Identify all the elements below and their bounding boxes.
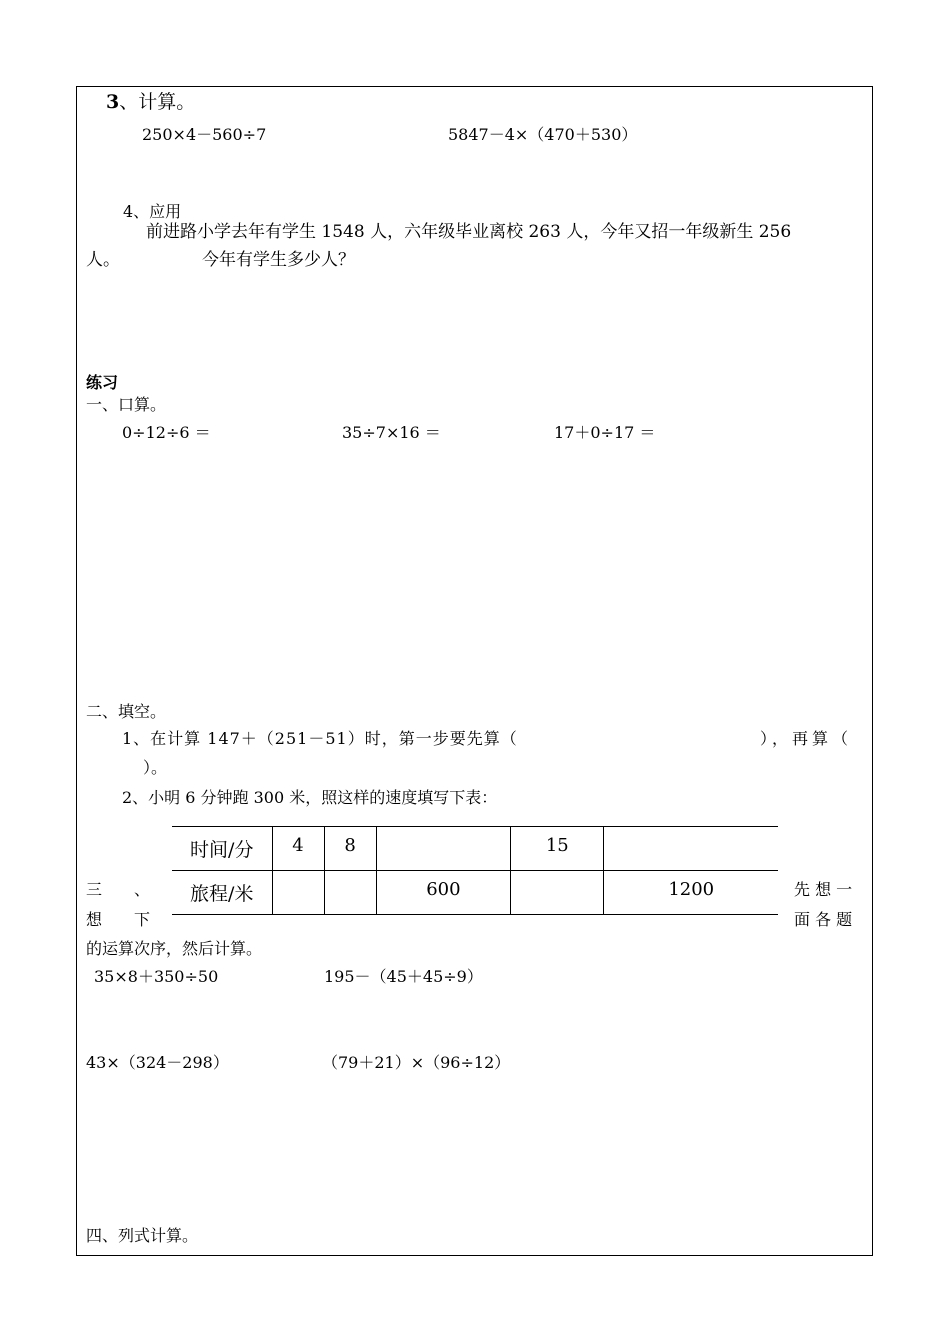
fill-q2-text: 2、小明 6 分钟跑 300 米，照这样的速度填写下表： [122, 788, 498, 807]
table-cell: 1200 [604, 871, 778, 915]
table-cell: 旅程/米 [172, 871, 272, 915]
table-cell [324, 871, 376, 915]
section-2-title: 二、填空。 [86, 702, 167, 721]
fill-q1-part-c: ）。 [143, 758, 168, 777]
q4-text-line-2b: 今年有学生多少人？ [202, 250, 355, 270]
section-3-line: 的运算次序，然后计算。 [86, 939, 263, 958]
fill-q1-part-a: 1、在计算 147＋（251－51）时，第一步要先算（ [122, 729, 518, 748]
section-3-left-bottom: 想 下 [86, 910, 151, 929]
mental-calc-item-3: 17＋0÷17 ＝ [554, 423, 656, 442]
q4-text-line-2a: 人。 [86, 250, 120, 270]
calc-item-1: 35×8＋350÷50 [94, 967, 219, 986]
table-cell [604, 827, 778, 871]
section-3-right-top: 先 想 一 [794, 880, 853, 899]
table-row-distance [172, 871, 778, 915]
table-cell [376, 827, 511, 871]
q3-expression-2: 5847－4×（470＋530） [448, 125, 638, 144]
speed-table [172, 826, 778, 915]
q3-expression-1: 250×4－560÷7 [142, 125, 267, 144]
page-frame [76, 86, 873, 1256]
calc-item-2: 195－（45＋45÷9） [324, 967, 483, 986]
mental-calc-item-2: 35÷7×16 ＝ [342, 423, 441, 442]
section-1-title: 一、口算。 [86, 395, 167, 414]
section-3-right-bottom: 面 各 题 [794, 910, 853, 929]
q4-text-line-1: 前进路小学去年有学生 1548 人，六年级毕业离校 263 人，今年又招一年级新生 256 [146, 222, 792, 242]
table-cell: 4 [272, 827, 324, 871]
table-cell: 时间/分 [172, 827, 272, 871]
calc-item-4: （79＋21）×（96÷12） [322, 1053, 511, 1072]
q4-title: 4、应用 [123, 202, 182, 221]
mental-calc-item-1: 0÷12÷6 ＝ [122, 423, 211, 442]
table-cell: 600 [376, 871, 511, 915]
q3-number: 3 [106, 91, 120, 113]
table-cell [272, 871, 324, 915]
q3-separator: 、 [119, 91, 139, 113]
q3-title: 计算。 [138, 91, 196, 113]
section-4-title: 四、列式计算。 [86, 1226, 199, 1245]
q3-heading [106, 91, 195, 114]
table-cell: 8 [324, 827, 376, 871]
table-row-time [172, 827, 778, 871]
practice-heading: 练习 [86, 373, 119, 392]
table-cell [511, 871, 604, 915]
fill-q1-part-b: ），再算（ [760, 729, 853, 748]
section-3-left-top: 三 、 [86, 880, 151, 899]
calc-item-3: 43×（324－298） [86, 1053, 229, 1072]
table-cell: 15 [511, 827, 604, 871]
